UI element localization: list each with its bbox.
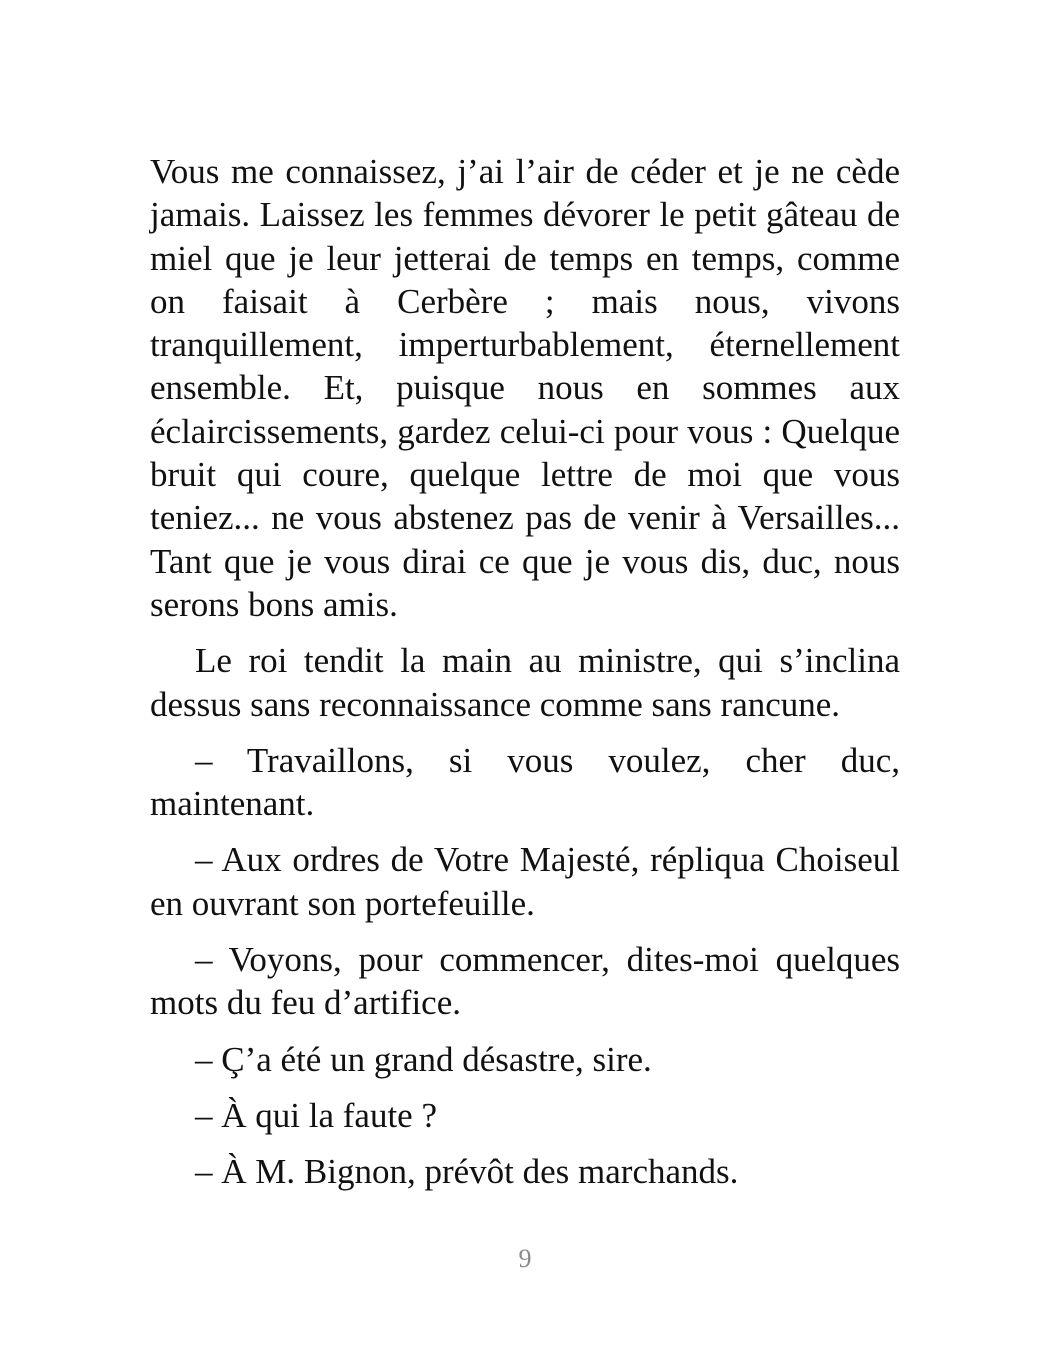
paragraph-3: – Travaillons, si vous voulez, cher duc, maintenant.: [150, 740, 900, 824]
paragraph-6: – Ç’a été un grand désastre, sire.: [195, 1039, 652, 1079]
paragraph-8: – À M. Bignon, prévôt des marchands.: [195, 1152, 739, 1192]
paragraph-1: Vous me connaissez, j’ai l’air de céder et je ne cède jamais. Laissez les femmes dévorer le petit gâteau de miel que je leur jetterai de temps en temps, comme on faisait à Cerbère ; mais nous, vivons tranquillement, imperturbablement, éternellement ensemble. Et, puisque nous en sommes aux éclaircissements, gardez celui-ci pour vous : Quelque bruit qui coure, quelque lettre de moi que vous teniez... ne vous abstenez pas de venir à Versailles... Tant que je vous dirai ce que je vous dis, duc, nous serons bons amis.: [150, 152, 900, 624]
paragraph-2: Le roi tendit la main au ministre, qui s’inclina dessus sans reconnaissance comme sans rancune.: [150, 641, 900, 724]
page-body: [150, 150, 900, 1207]
paragraph-4: – Aux ordres de Votre Majesté, répliqua Choiseul en ouvrant son portefeuille.: [150, 840, 900, 923]
page-number: 9: [518, 1244, 532, 1273]
paragraph-7: – À qui la faute ?: [195, 1095, 437, 1135]
paragraph-5: – Voyons, pour commencer, dites-moi quelques mots du feu d’artifice.: [150, 940, 900, 1023]
